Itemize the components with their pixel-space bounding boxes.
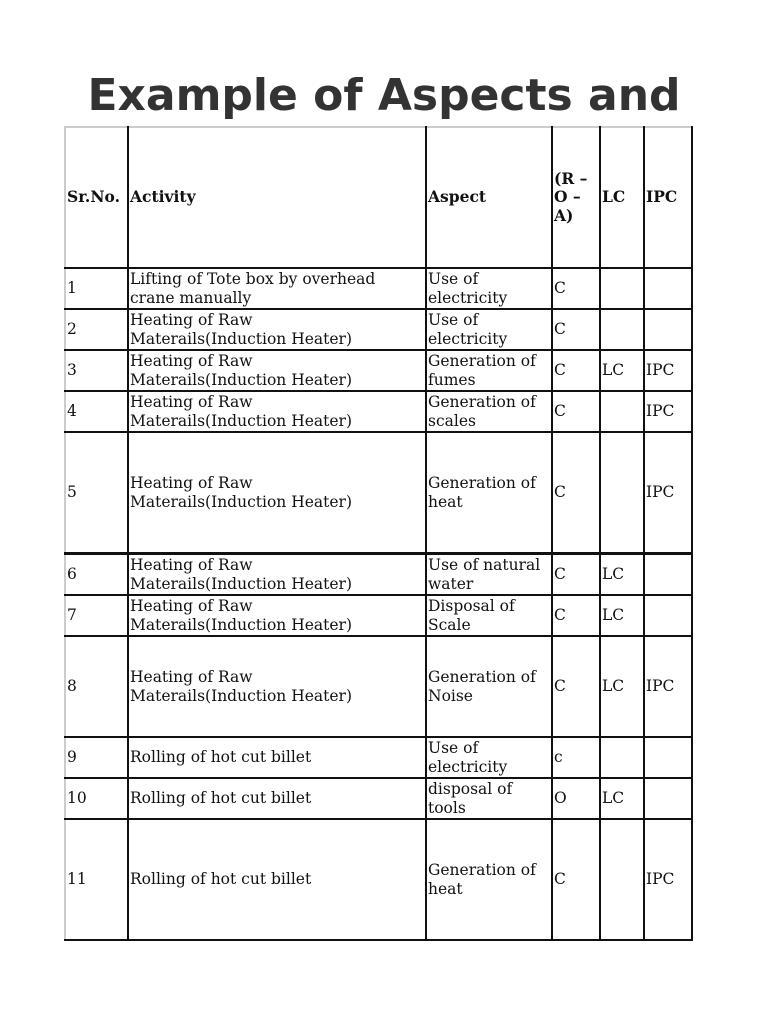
- activity-line2: Materails(Induction Heater): [130, 574, 352, 593]
- cell-activity: [128, 350, 426, 391]
- ipc-text: IPC: [646, 361, 675, 380]
- cell-aspect: [426, 737, 552, 778]
- cell-aspect: [426, 819, 552, 940]
- rating-text: C: [554, 565, 566, 584]
- rating-text: O: [554, 789, 567, 808]
- sr-no-text: 1: [67, 279, 77, 298]
- activity-line2: Materails(Induction Heater): [130, 615, 352, 634]
- cell-lc: [600, 595, 644, 636]
- cell-sr-no: [65, 350, 128, 391]
- sr-no-text: 8: [67, 677, 77, 696]
- aspect-line1: Generation of: [428, 352, 536, 370]
- aspects-table: [64, 126, 693, 941]
- aspect-line1: Use of: [428, 311, 479, 329]
- document-title: Example of Aspects and: [87, 70, 681, 121]
- aspect-line2: fumes: [428, 370, 476, 389]
- cell-rating: [552, 737, 600, 778]
- cell-aspect: [426, 350, 552, 391]
- cell-sr-no: [65, 636, 128, 737]
- activity-line1: Heating of Raw: [130, 311, 253, 329]
- aspect-line2: electricity: [428, 288, 508, 307]
- cell-lc: [600, 391, 644, 432]
- rating-text: C: [554, 677, 566, 696]
- sr-no-text: 11: [67, 870, 87, 889]
- cell-aspect: [426, 432, 552, 554]
- cell-rating: [552, 391, 600, 432]
- aspect-line1: Generation of: [428, 668, 536, 686]
- table-row: [65, 636, 692, 737]
- cell-rating: [552, 309, 600, 350]
- sr-no-text: 2: [67, 320, 77, 339]
- header-sr-no: Sr.No.: [65, 127, 128, 268]
- aspect-line1: Use of: [428, 739, 479, 757]
- cell-activity: [128, 268, 426, 309]
- cell-aspect: [426, 554, 552, 596]
- cell-lc: [600, 636, 644, 737]
- cell-sr-no: [65, 819, 128, 940]
- cell-activity: [128, 309, 426, 350]
- cell-rating: [552, 350, 600, 391]
- cell-ipc: [644, 778, 692, 819]
- aspect-line2: Noise: [428, 686, 473, 705]
- aspect-line2: Scale: [428, 615, 471, 634]
- aspect-line1: Generation of: [428, 861, 536, 879]
- cell-lc: [600, 554, 644, 596]
- header-rating-line1: (R –: [554, 168, 588, 188]
- rating-text: C: [554, 606, 566, 625]
- cell-aspect: [426, 268, 552, 309]
- table-row: [65, 819, 692, 940]
- cell-sr-no: [65, 595, 128, 636]
- ipc-text: IPC: [646, 402, 675, 421]
- cell-sr-no: [65, 778, 128, 819]
- lc-text: LC: [602, 677, 625, 696]
- activity-line1: Rolling of hot cut billet: [130, 748, 312, 767]
- rating-text: c: [554, 748, 563, 767]
- cell-sr-no: [65, 737, 128, 778]
- cell-activity: [128, 391, 426, 432]
- cell-aspect: [426, 636, 552, 737]
- aspect-line1: Use of natural: [428, 556, 541, 574]
- ipc-text: IPC: [646, 483, 675, 502]
- cell-activity: [128, 636, 426, 737]
- cell-lc: [600, 432, 644, 554]
- aspect-line2: scales: [428, 411, 476, 430]
- lc-text: LC: [602, 565, 625, 584]
- activity-line1: Heating of Raw: [130, 352, 253, 370]
- sr-no-text: 4: [67, 402, 77, 421]
- cell-rating: [552, 554, 600, 596]
- cell-rating: [552, 595, 600, 636]
- cell-aspect: [426, 309, 552, 350]
- aspect-line2: electricity: [428, 757, 508, 776]
- sr-no-text: 10: [67, 789, 87, 808]
- aspect-line1: Generation of: [428, 474, 536, 492]
- table-row: [65, 309, 692, 350]
- cell-aspect: [426, 391, 552, 432]
- aspect-line1: Disposal of: [428, 597, 515, 615]
- cell-activity: [128, 554, 426, 596]
- table-header-row: [65, 127, 692, 268]
- cell-lc: [600, 350, 644, 391]
- rating-text: C: [554, 402, 566, 421]
- aspect-line2: water: [428, 574, 474, 593]
- aspect-line2: electricity: [428, 329, 508, 348]
- cell-sr-no: [65, 268, 128, 309]
- activity-line1: Rolling of hot cut billet: [130, 789, 312, 808]
- table-body: [65, 127, 692, 940]
- cell-lc: [600, 268, 644, 309]
- table-row: [65, 778, 692, 819]
- activity-line1: Heating of Raw: [130, 597, 253, 615]
- cell-rating: [552, 432, 600, 554]
- cell-lc: [600, 778, 644, 819]
- lc-text: LC: [602, 789, 625, 808]
- activity-line1: Heating of Raw: [130, 393, 253, 411]
- table-row: [65, 595, 692, 636]
- cell-lc: [600, 819, 644, 940]
- activity-line2: Materails(Induction Heater): [130, 329, 352, 348]
- sr-no-text: 9: [67, 748, 77, 767]
- rating-text: C: [554, 870, 566, 889]
- ipc-text: IPC: [646, 677, 675, 696]
- cell-activity: [128, 778, 426, 819]
- table-row: [65, 554, 692, 596]
- cell-rating: [552, 778, 600, 819]
- rating-text: C: [554, 483, 566, 502]
- aspect-line2: tools: [428, 798, 466, 817]
- sr-no-text: 6: [67, 565, 77, 584]
- header-rating-line2: O –: [554, 187, 581, 207]
- rating-text: C: [554, 361, 566, 380]
- table-row: [65, 737, 692, 778]
- activity-line1: Heating of Raw: [130, 668, 253, 686]
- activity-line1: Heating of Raw: [130, 556, 253, 574]
- table-row: [65, 350, 692, 391]
- table-row: [65, 391, 692, 432]
- sr-no-text: 3: [67, 361, 77, 380]
- activity-line2: Materails(Induction Heater): [130, 370, 352, 389]
- rating-text: C: [554, 320, 566, 339]
- cell-activity: [128, 819, 426, 940]
- activity-line1: Rolling of hot cut billet: [130, 870, 312, 889]
- activity-line1: Lifting of Tote box by overhead: [130, 270, 376, 288]
- cell-ipc: [644, 391, 692, 432]
- activity-line2: Materails(Induction Heater): [130, 686, 352, 705]
- cell-ipc: [644, 350, 692, 391]
- table-row: [65, 268, 692, 309]
- header-lc: LC: [600, 127, 644, 268]
- header-rating: [552, 127, 600, 268]
- aspect-line1: Use of: [428, 270, 479, 288]
- aspect-line1: Generation of: [428, 393, 536, 411]
- cell-sr-no: [65, 309, 128, 350]
- cell-ipc: [644, 819, 692, 940]
- cell-sr-no: [65, 554, 128, 596]
- header-ipc: IPC: [644, 127, 692, 268]
- lc-text: LC: [602, 606, 625, 625]
- header-activity: Activity: [128, 127, 426, 268]
- cell-aspect: [426, 595, 552, 636]
- cell-activity: [128, 432, 426, 554]
- cell-rating: [552, 268, 600, 309]
- cell-lc: [600, 309, 644, 350]
- cell-lc: [600, 737, 644, 778]
- ipc-text: IPC: [646, 870, 675, 889]
- cell-activity: [128, 737, 426, 778]
- aspect-line2: heat: [428, 492, 463, 511]
- activity-line2: crane manually: [130, 288, 252, 307]
- cell-ipc: [644, 268, 692, 309]
- aspect-line2: heat: [428, 879, 463, 898]
- cell-sr-no: [65, 391, 128, 432]
- rating-text: C: [554, 279, 566, 298]
- header-aspect: Aspect: [426, 127, 552, 268]
- cell-rating: [552, 819, 600, 940]
- activity-line1: Heating of Raw: [130, 474, 253, 492]
- sr-no-text: 5: [67, 483, 77, 502]
- activity-line2: Materails(Induction Heater): [130, 492, 352, 511]
- cell-ipc: [644, 554, 692, 596]
- table-row: [65, 432, 692, 554]
- aspect-line1: disposal of: [428, 780, 513, 798]
- cell-aspect: [426, 778, 552, 819]
- lc-text: LC: [602, 361, 625, 380]
- sr-no-text: 7: [67, 606, 77, 625]
- cell-ipc: [644, 432, 692, 554]
- header-rating-line3: A): [554, 205, 574, 225]
- cell-sr-no: [65, 432, 128, 554]
- cell-ipc: [644, 595, 692, 636]
- cell-ipc: [644, 636, 692, 737]
- cell-rating: [552, 636, 600, 737]
- cell-ipc: [644, 309, 692, 350]
- cell-ipc: [644, 737, 692, 778]
- activity-line2: Materails(Induction Heater): [130, 411, 352, 430]
- cell-activity: [128, 595, 426, 636]
